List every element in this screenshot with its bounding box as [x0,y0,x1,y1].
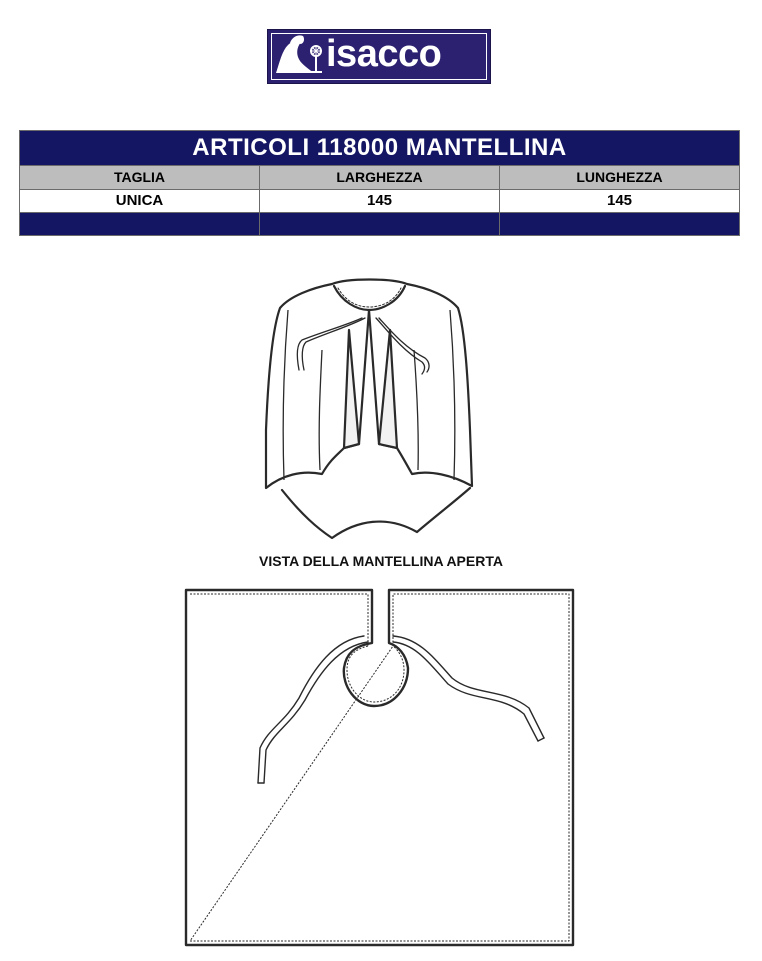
value-larghezza: 145 [260,189,500,212]
value-lunghezza: 145 [500,189,740,212]
spec-table [19,130,740,236]
cape-open-illustration [184,588,576,948]
header-lunghezza: LUNGHEZZA [500,166,740,189]
value-taglia: UNICA [20,189,260,212]
header-larghezza: LARGHEZZA [260,166,500,189]
table-footer-row [20,212,740,235]
table-header-row [20,166,740,189]
header-taglia: TAGLIA [20,166,260,189]
illustration-caption: VISTA DELLA MANTELLINA APERTA [259,553,503,569]
footer-cell [500,212,740,235]
table-row [20,189,740,212]
seated-figure-emblem-icon [270,31,330,76]
footer-cell [20,212,260,235]
cape-front-illustration [262,270,477,545]
footer-cell [260,212,500,235]
table-title: ARTICOLI 118000 MANTELLINA [20,131,740,166]
brand-logo [267,29,491,84]
table-title-row [20,131,740,166]
logo-wordmark: isacco [326,33,442,75]
